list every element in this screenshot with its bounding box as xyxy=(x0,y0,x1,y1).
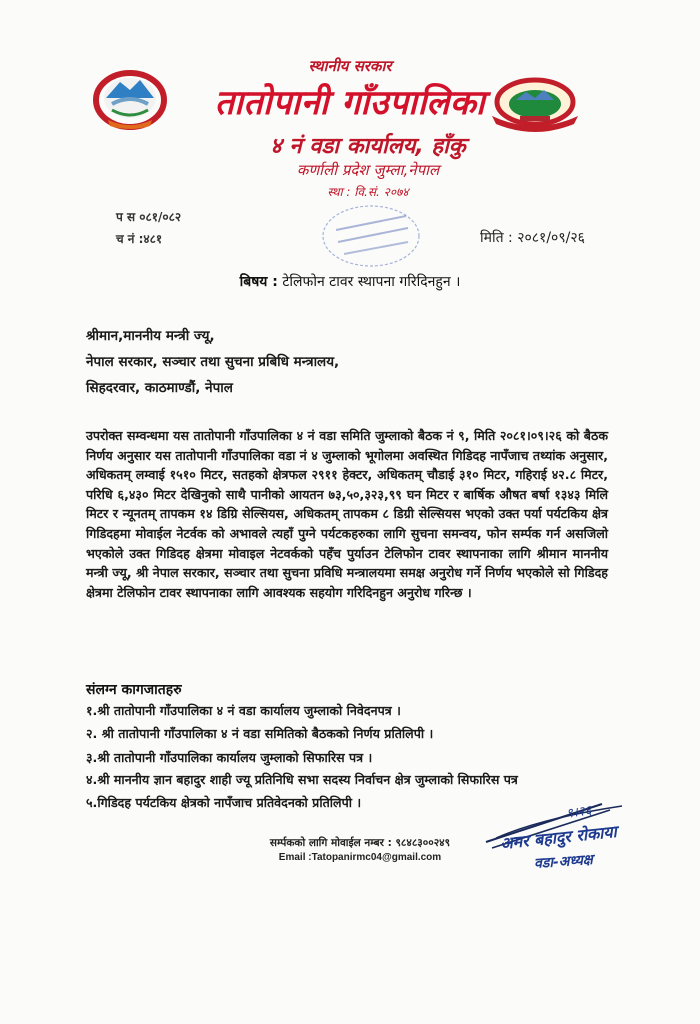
addressee-line-3: सिहदरवार, काठमाण्डौं, नेपाल xyxy=(86,380,233,396)
attachment-item: ४.श्री माननीय ज्ञान बहादुर शाही ज्यू प्रतिनिधि सभा सदस्य निर्वाचन क्षेत्र जुम्लाको सिफारिस पत्र xyxy=(86,772,518,787)
province-address: कर्णाली प्रदेश जुम्ला,नेपाल xyxy=(296,161,440,179)
letter-date: मिति : २०८१/०९/२६ xyxy=(480,230,585,246)
body-highlight-depth: गहिराई ४२.८ मिटर, xyxy=(515,467,608,483)
attachments-heading: संलग्न कागजातहरु xyxy=(86,682,182,698)
attachment-item: ५.गिडिदह पर्यटकिय क्षेत्रको नापँजाच प्रतिवेदनको प्रतिलिपी । xyxy=(86,795,362,810)
signature-date: ९।२६ xyxy=(565,803,593,822)
contact-mobile: सर्म्पकको लागि मोवाईल नम्बर : ९८४८३००२४९ xyxy=(269,837,451,849)
fiscal-year: प स ०८१/०८२ xyxy=(116,210,182,224)
contact-info xyxy=(240,836,480,863)
signatory-name: अमर बहादुर रोकाया xyxy=(499,821,618,854)
attachment-item: ३.श्री तातोपानी गाँउपालिका कार्यालय जुम्लाको सिफारिस पत्र । xyxy=(86,750,373,765)
body-part-1: उपरोक्त सम्वन्धमा यस तातोपानी गाँउपालिका ४ नं वडा समिति जुम्लाको बैठक नं ९, मिति २०८१।०९।२६ को बैठक निर्णय अनुसार यस तातोपानी गाँउपालिका वडा नं ४ जुम्लाको भूगोलमा अवस्थित गिडिदह नापँजाच तथ्यांक अनुसार, अधिकतम् लम्वाई १५१० मिटर, सतहको क्षेत्रफल २९११ हेक्टर, अधिकतम् चौडाई ३१० मिटर, xyxy=(86,428,608,483)
attachment-item: २. श्री तातोपानी गाँउपालिका ४ नं वडा समितिको बैठकको निर्णय प्रतिलिपी । xyxy=(86,726,434,741)
subject-label: बिषय : xyxy=(239,274,278,290)
established-year: स्था : वि.सं. २०७४ xyxy=(327,185,409,199)
body-part-2: परिधि ६,४३० मिटर देखिनुको साथै पानीको आयतन ७३,५०,३२३,९९ घन मिटर र बार्षिक औषत बर्षा १३४३ मिलि मिटर र न्यूनतम् तापकम १४ डिग्रि सेल्सियस, अधिकतम् तापकम ८ डिग्री सेल्सियस भएको उक्त पर्या पर्यटकिय क्षेत्र गिडिदहमा मोवाईल नेटर्वक को अभावले त्यहाँ पुग्ने पर्यटकहरुका लागि सुचना समन्वय, फोन सर्म्पक गर्न असजिलो भएकोले उक्त गिडिदह क्षेत्रमा मोवाइल नेटवर्कको पहँच पुर्याउन टेलिफोन टावर स्थापनाका लागि श्रीमान माननीय मन्त्री ज्यू, श्री नेपाल सरकार, सञ्चार तथा सुचना प्रविधि मन्त्रालयमा समक्ष अनुरोध गर्ने निर्णय भएकोले सो गिडिदह क्षेत्रमा टेलिफोन टावर स्थापनाका लागि आवश्यक सहयोग गरिदिनहुन अनुरोध गरिन्छ । xyxy=(86,486,608,600)
ward-office: ४ नं वडा कार्यालय, हाँकु xyxy=(270,134,466,159)
addressee-line-2: नेपाल सरकार, सञ्चार तथा सुचना प्रबिधि मन्त्रालय, xyxy=(86,354,340,370)
attachment-item: १.श्री तातोपानी गाँउपालिका ४ नं वडा कार्यालय जुम्लाको निवेदनपत्र । xyxy=(86,703,401,718)
dispatch-number: च नं :४८१ xyxy=(116,232,163,246)
government-label: स्थानीय सरकार xyxy=(308,57,392,75)
official-stamp-icon xyxy=(316,200,426,270)
contact-email: Email :Tatopanirmc04@gmail.com xyxy=(278,852,442,863)
addressee-line-1: श्रीमान,माननीय मन्त्री ज्यू, xyxy=(86,328,215,344)
signatory-title: वडा-अध्यक्ष xyxy=(533,851,594,873)
municipality-name: तातोपानी गाँउपालिका xyxy=(214,83,486,123)
subject-text: टेलिफोन टावर स्थापना गरिदिनहुन । xyxy=(282,274,461,290)
subject-line xyxy=(0,272,700,291)
letter-body xyxy=(86,426,608,602)
